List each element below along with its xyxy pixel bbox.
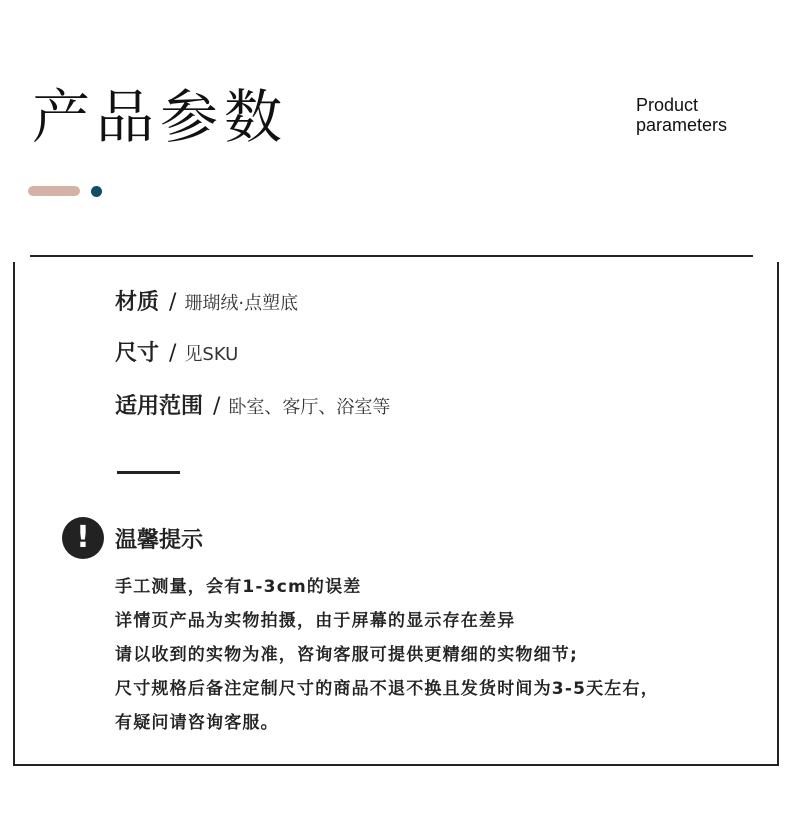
param-size (115, 336, 238, 367)
accent-bar (28, 186, 80, 196)
param-label: 适用范围 (115, 394, 204, 419)
param-separator: / (169, 290, 177, 315)
notice-title: 温馨提示 (115, 528, 204, 553)
subtitle-line-2: parameters (636, 115, 728, 135)
notice-line: 手工测量，会有1-3cm的误差 (115, 577, 362, 597)
accent-dot (91, 186, 102, 197)
param-value: 见SKU (184, 344, 239, 365)
param-usage (115, 389, 390, 420)
page-subtitle (636, 95, 727, 135)
param-value: 珊瑚绒·点塑底 (184, 293, 299, 314)
notice-line: 有疑问请咨询客服。 (115, 713, 279, 733)
page-title: 产品参数 (32, 83, 289, 151)
divider-short (117, 471, 180, 474)
notice-line: 尺寸规格后备注定制尺寸的商品不退不换且发货时间为3-5天左右， (115, 679, 659, 699)
notice-line: 详情页产品为实物拍摄，由于屏幕的显示存在差异 (115, 611, 516, 631)
param-separator: / (169, 341, 177, 366)
param-label: 尺寸 (115, 341, 160, 366)
subtitle-line-1: Product (636, 95, 699, 115)
param-material (115, 285, 298, 316)
exclamation-circle-icon: ! (62, 517, 104, 559)
notice-line: 请以收到的实物为准，咨询客服可提供更精细的实物细节; (115, 645, 578, 665)
param-label: 材质 (115, 290, 160, 315)
notice-list (115, 575, 659, 745)
param-separator: / (213, 394, 221, 419)
divider-top (30, 255, 753, 257)
param-value: 卧室、客厅、浴室等 (228, 397, 391, 418)
